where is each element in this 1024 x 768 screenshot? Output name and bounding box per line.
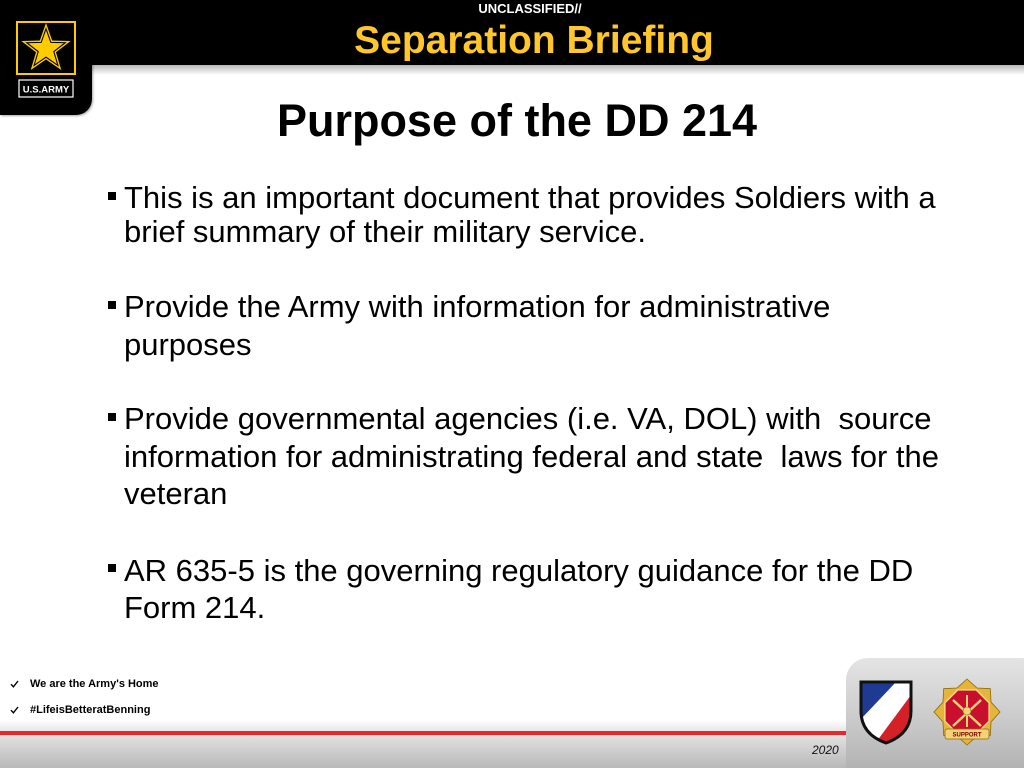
bullet-line: Provide governmental agencies (i.e. VA, DOL) with source: [124, 401, 932, 436]
bullet-item-1: [124, 181, 1004, 249]
bullet-item-4: [124, 552, 1004, 626]
square-bullet-icon: [108, 192, 116, 200]
square-bullet-icon: [108, 564, 116, 572]
bullet-line: information for administrating federal and state laws for the: [124, 438, 940, 474]
bullet-line: This is an important document that provides Soldiers with a: [124, 180, 936, 215]
footer-year: 2020: [812, 743, 839, 757]
bullet-line: veteran: [124, 476, 228, 511]
footer-check-item: [10, 703, 230, 717]
army-logo: [0, 0, 92, 115]
bullet-line: Form 214.: [124, 590, 266, 625]
bullet-item-2: [124, 288, 1004, 364]
support-crest-icon: [932, 678, 1002, 746]
header-shade: [0, 65, 1024, 75]
check-icon: [10, 706, 19, 714]
insignia-panel: [846, 658, 1024, 768]
footer-check-item: [10, 677, 230, 691]
bullet-line: AR 635-5 is the governing regulatory guidance for the DD: [124, 553, 914, 588]
army-logo-lettering: U.S.ARMY: [22, 84, 70, 96]
classification-banner: UNCLASSIFIED//: [478, 1, 582, 16]
bullet-line: Provide the Army with information for administrative: [124, 289, 831, 324]
shield-insignia-icon: [858, 679, 914, 745]
briefing-title: Separation Briefing: [354, 19, 714, 62]
crest-lettering: SUPPORT: [952, 732, 982, 739]
bullet-item-3: [124, 400, 1004, 513]
bullet-line: purposes: [124, 327, 252, 362]
square-bullet-icon: [108, 413, 116, 421]
header-band: [0, 0, 1024, 65]
footer-check-text: #LifeisBetteratBenning: [30, 704, 151, 716]
bullet-line: brief summary of their military service.: [124, 214, 646, 249]
army-star-logo-icon: [0, 0, 92, 115]
footer-check-text: We are the Army's Home: [30, 678, 159, 690]
check-icon: [10, 680, 19, 688]
square-bullet-icon: [108, 301, 116, 309]
slide-title: Purpose of the DD 214: [276, 95, 758, 146]
